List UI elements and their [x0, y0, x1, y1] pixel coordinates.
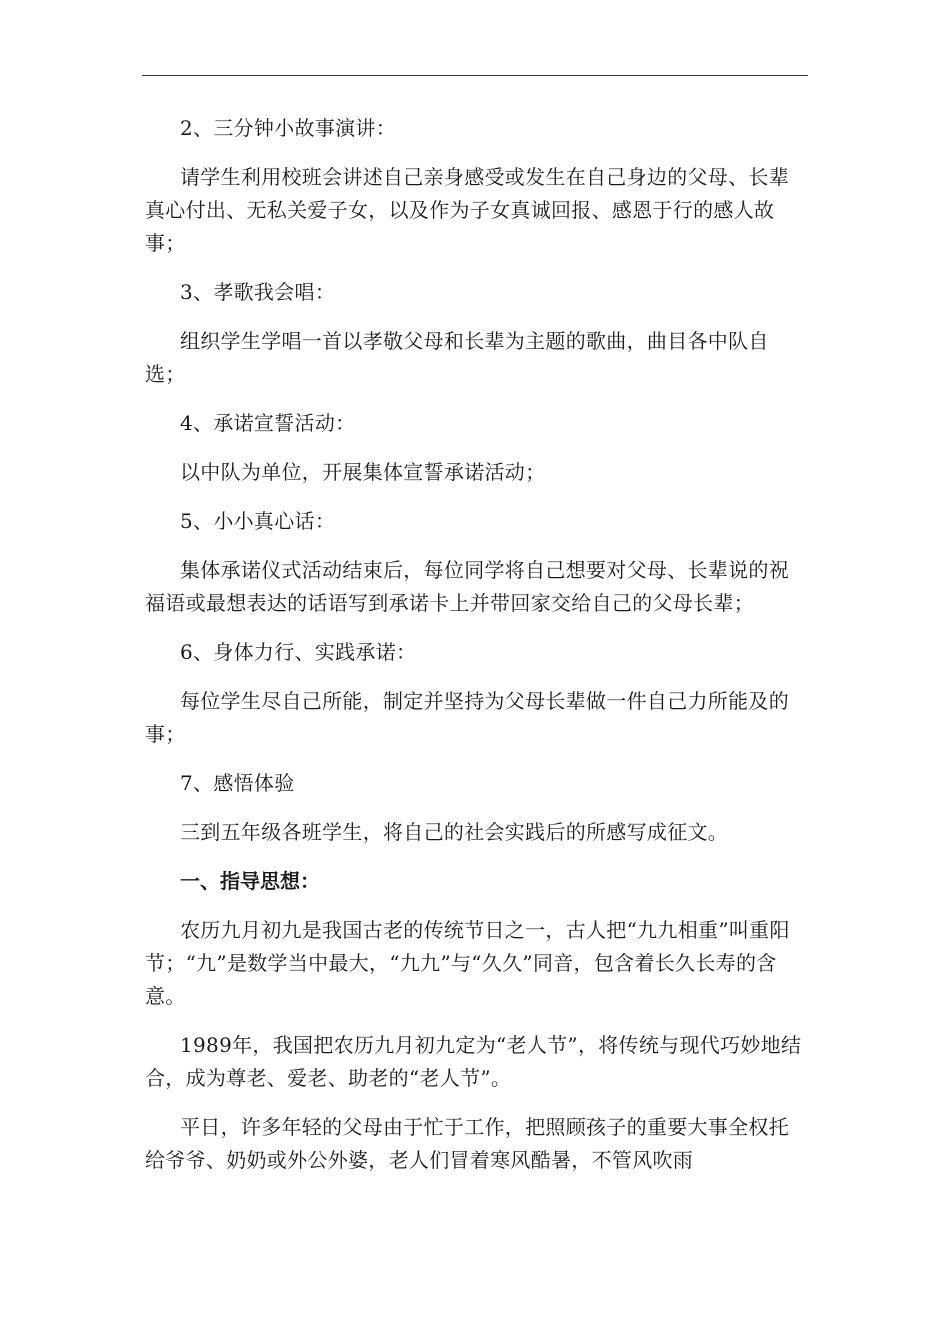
paragraph: 三到五年级各班学生，将自己的社会实践后的所感写成征文。: [180, 820, 729, 844]
paragraph: 每位学生尽自己所能，制定并坚持为父母长辈做一件自己力所能及的事；: [145, 689, 789, 746]
paragraph: 平日，许多年轻的父母由于忙于工作，把照顾孩子的重要大事全权托给爷爷、奶奶或外公外婆，老人们冒着寒风酷暑，不管风吹雨: [145, 1115, 789, 1172]
paragraph: 1989年，我国把农历九月初九定为“老人节”，将传统与现代巧妙地结合，成为尊老、爱老、助老的“老人节”。: [145, 1033, 802, 1090]
paragraph: 组织学生学唱一首以孝敬父母和长辈为主题的歌曲，曲目各中队自选；: [145, 329, 769, 386]
document-body: [145, 112, 808, 1193]
list-item: 3、孝歌我会唱：: [180, 280, 336, 304]
list-item: 2、三分钟小故事演讲：: [180, 116, 397, 140]
section-heading: 一、指导思想：: [180, 869, 320, 893]
list-item: 4、承诺宣誓活动：: [180, 411, 356, 435]
header-rule: [142, 75, 808, 76]
list-item: 7、感悟体验: [180, 771, 295, 795]
paragraph: 以中队为单位，开展集体宣誓承诺活动；: [180, 460, 546, 484]
list-item: 5、小小真心话：: [180, 509, 336, 533]
paragraph: 请学生利用校班会讲述自己亲身感受或发生在自己身边的父母、长辈真心付出、无私关爱子女，以及作为子女真诚回报、感恩于行的感人故事；: [145, 165, 789, 255]
list-item: 6、身体力行、实践承诺：: [180, 640, 417, 664]
paragraph: 农历九月初九是我国古老的传统节日之一，古人把“九九相重”叫重阳节；“九”是数学当中最大，“九九”与“久久”同音，包含着长久长寿的含意。: [145, 918, 790, 1008]
paragraph: 集体承诺仪式活动结束后，每位同学将自己想要对父母、长辈说的祝福语或最想表达的话语写到承诺卡上并带回家交给自己的父母长辈；: [145, 558, 789, 615]
